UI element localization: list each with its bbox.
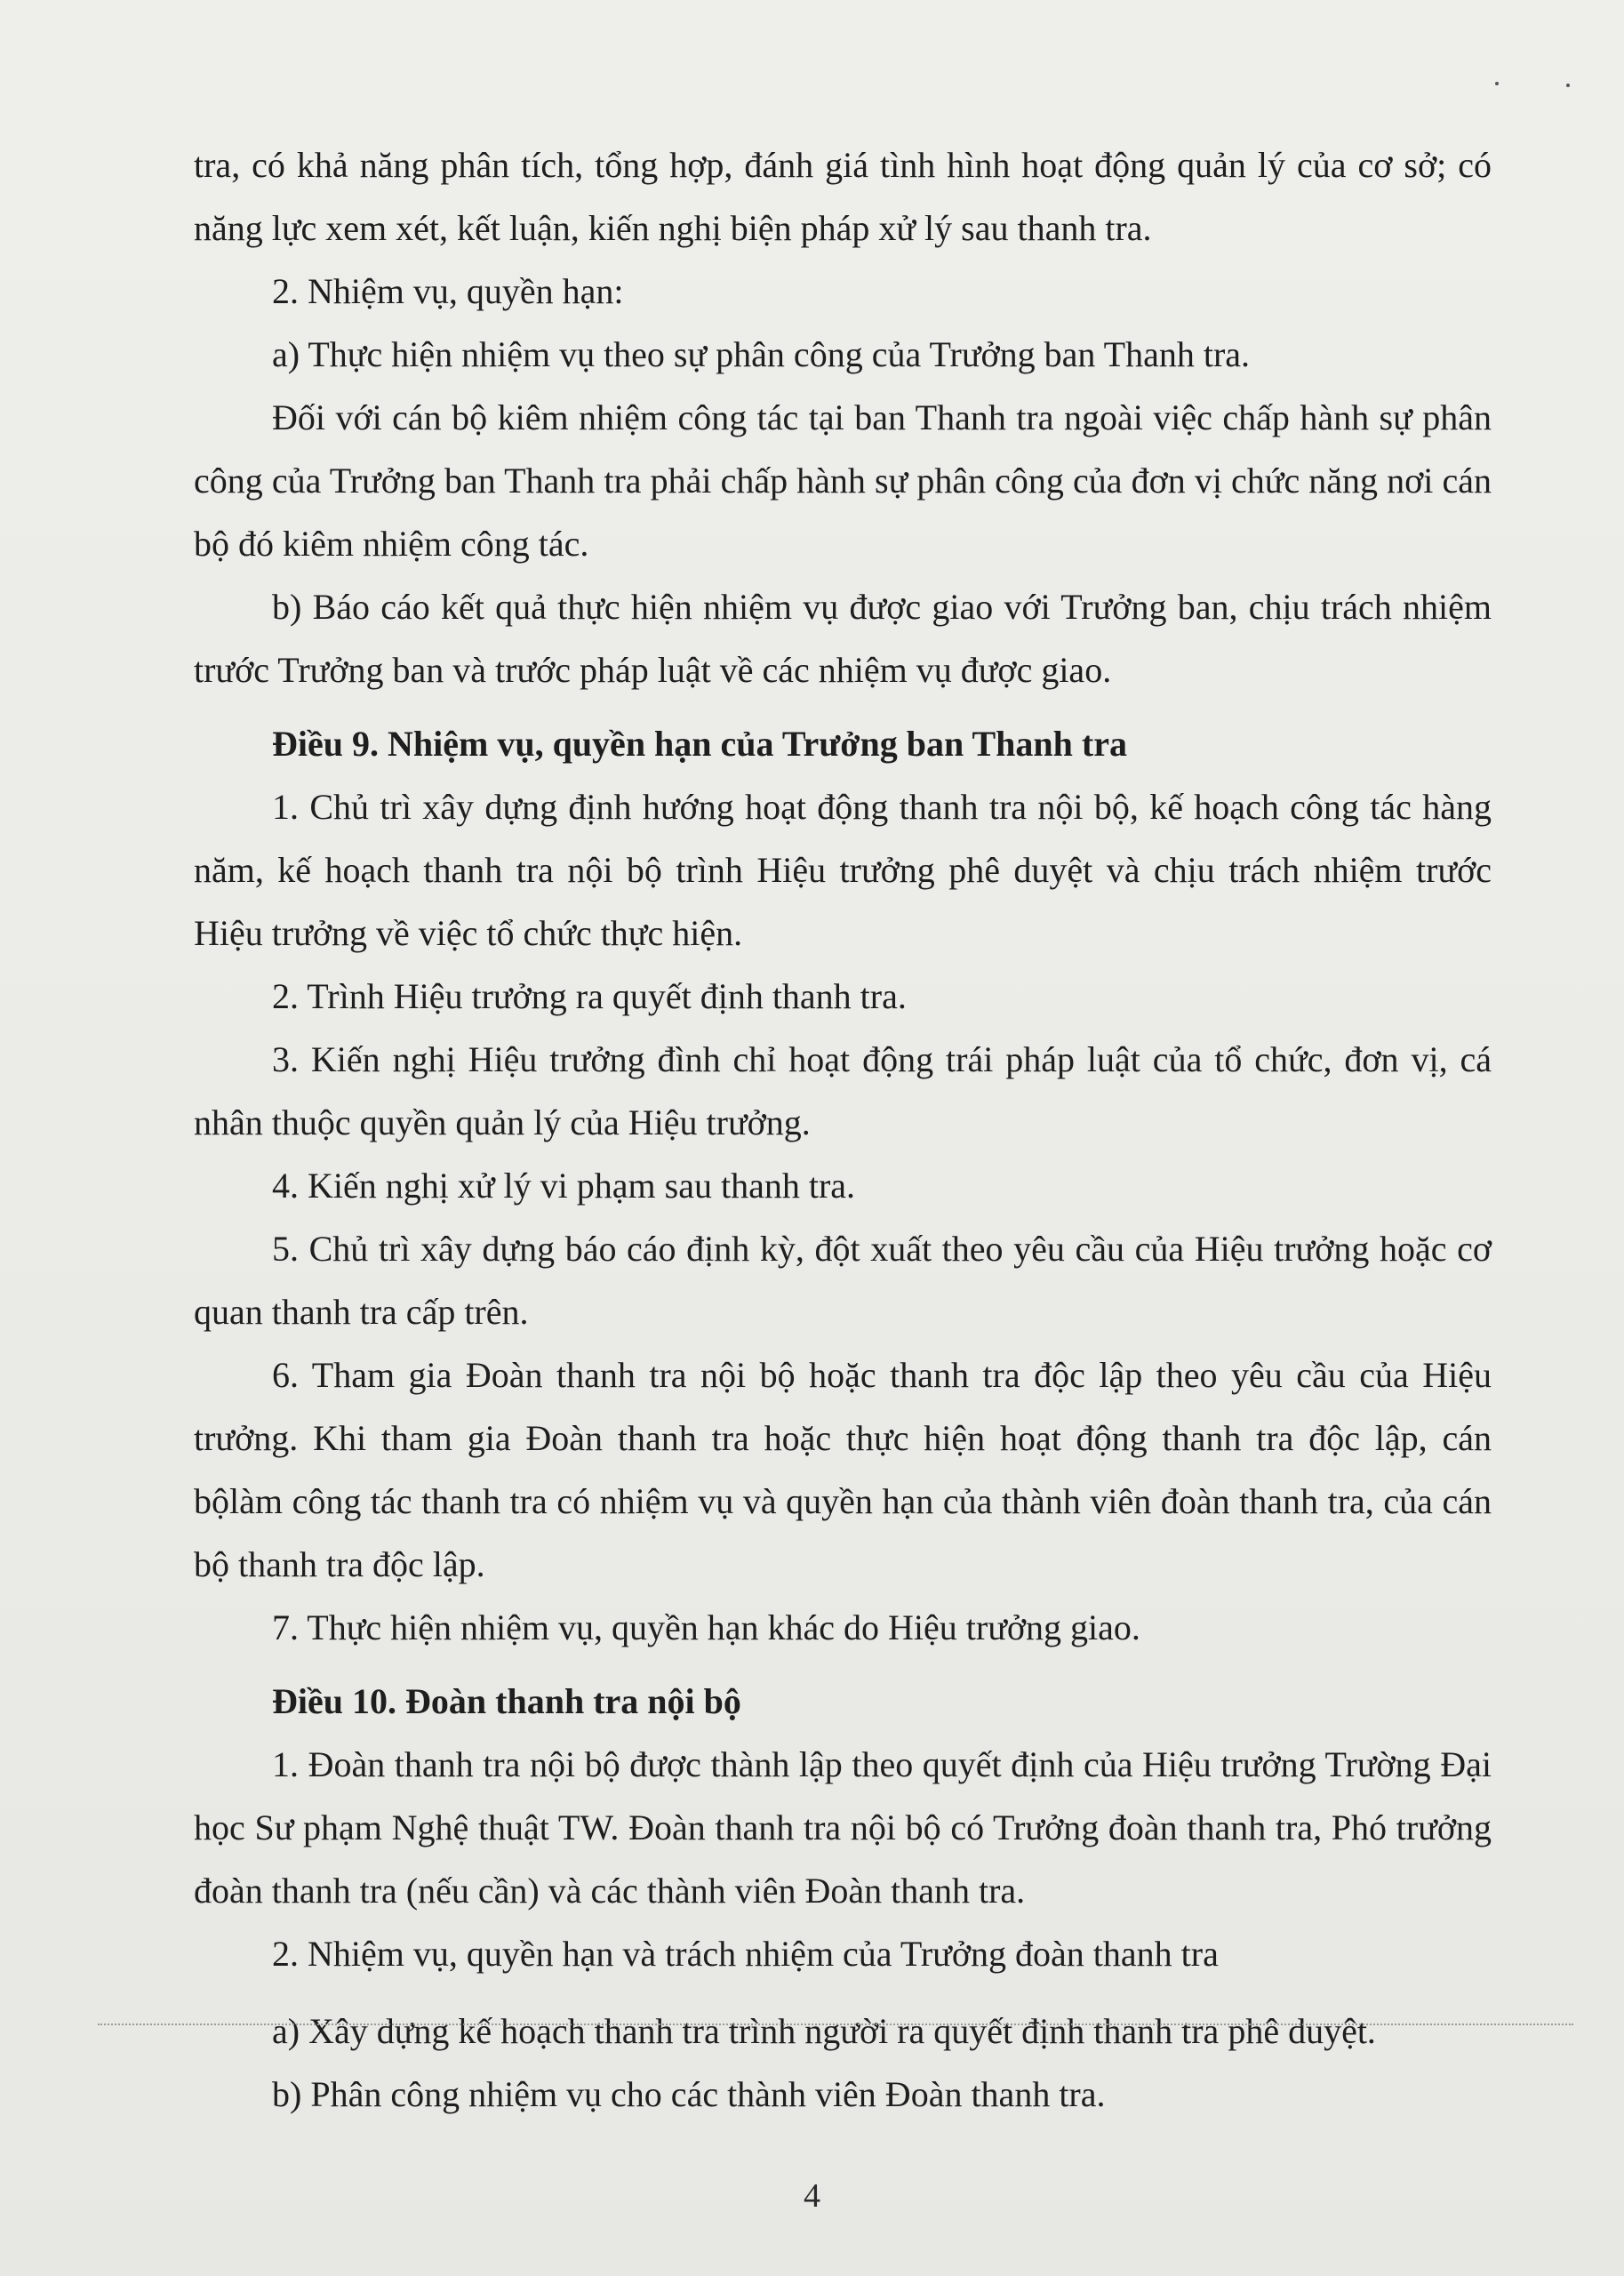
page-body [194,133,1492,2126]
article-item: 1. Chủ trì xây dựng định hướng hoạt động thanh tra nội bộ, kế hoạch công tác hàng năm, kế hoạch thanh tra nội bộ trình Hiệu trưởng phê duyệt và chịu trách nhiệm trước Hiệu trưởng về việc tổ chức thực hiện. [194,787,1492,953]
paragraph: 2. Nhiệm vụ, quyền hạn: [272,271,624,311]
fold-line [98,2024,1573,2025]
paragraph: Đối với cán bộ kiêm nhiệm công tác tại ban Thanh tra ngoài việc chấp hành sự phân công của Trưởng ban Thanh tra phải chấp hành sự phân công của đơn vị chức năng nơi cán bộ đó kiêm nhiệm công tác. [194,397,1492,564]
article-heading: Điều 9. Nhiệm vụ, quyền hạn của Trưởng ban Thanh tra [272,724,1127,764]
article-item: 5. Chủ trì xây dựng báo cáo định kỳ, đột xuất theo yêu cầu của Hiệu trưởng hoặc cơ quan thanh tra cấp trên. [194,1229,1492,1332]
scan-speck [1495,82,1499,85]
paragraph: tra, có khả năng phân tích, tổng hợp, đánh giá tình hình hoạt động quản lý của cơ sở; có năng lực xem xét, kết luận, kiến nghị biện pháp xử lý sau thanh tra. [194,145,1492,248]
article-item: 7. Thực hiện nhiệm vụ, quyền hạn khác do Hiệu trưởng giao. [272,1607,1140,1647]
scan-speck [1566,84,1570,87]
paragraph: a) Thực hiện nhiệm vụ theo sự phân công của Trưởng ban Thanh tra. [272,334,1251,374]
paragraph: b) Báo cáo kết quả thực hiện nhiệm vụ được giao với Trưởng ban, chịu trách nhiệm trước Trưởng ban và trước pháp luật về các nhiệm vụ được giao. [194,587,1492,690]
article-item: a) Xây dựng kế hoạch thanh tra trình người ra quyết định thanh tra phê duyệt. [272,2011,1376,2051]
article-item: 2. Nhiệm vụ, quyền hạn và trách nhiệm của Trưởng đoàn thanh tra [272,1934,1219,1974]
article-item: 2. Trình Hiệu trưởng ra quyết định thanh tra. [272,976,907,1016]
article-item: 1. Đoàn thanh tra nội bộ được thành lập theo quyết định của Hiệu trưởng Trường Đại học Sư phạm Nghệ thuật TW. Đoàn thanh tra nội bộ có Trưởng đoàn thanh tra, Phó trưởng đoàn thanh tra (nếu cần) và các thành viên Đoàn thanh tra. [194,1744,1492,1911]
article-item: b) Phân công nhiệm vụ cho các thành viên Đoàn thanh tra. [272,2074,1106,2114]
article-heading: Điều 10. Đoàn thanh tra nội bộ [272,1681,741,1721]
article-item: 3. Kiến nghị Hiệu trưởng đình chỉ hoạt động trái pháp luật của tổ chức, đơn vị, cá nhân thuộc quyền quản lý của Hiệu trưởng. [194,1039,1492,1142]
article-item: 6. Tham gia Đoàn thanh tra nội bộ hoặc thanh tra độc lập theo yêu cầu của Hiệu trưởng. Khi tham gia Đoàn thanh tra hoặc thực hiện hoạt động thanh tra độc lập, cán bộlàm công tác thanh tra có nhiệm vụ và quyền hạn của thành viên đoàn thanh tra, của cán bộ thanh tra độc lập. [194,1355,1492,1584]
divider-gap [194,1985,1492,2000]
article-item: 4. Kiến nghị xử lý vi phạm sau thanh tra. [272,1166,856,1206]
page-number: 4 [804,2177,820,2215]
